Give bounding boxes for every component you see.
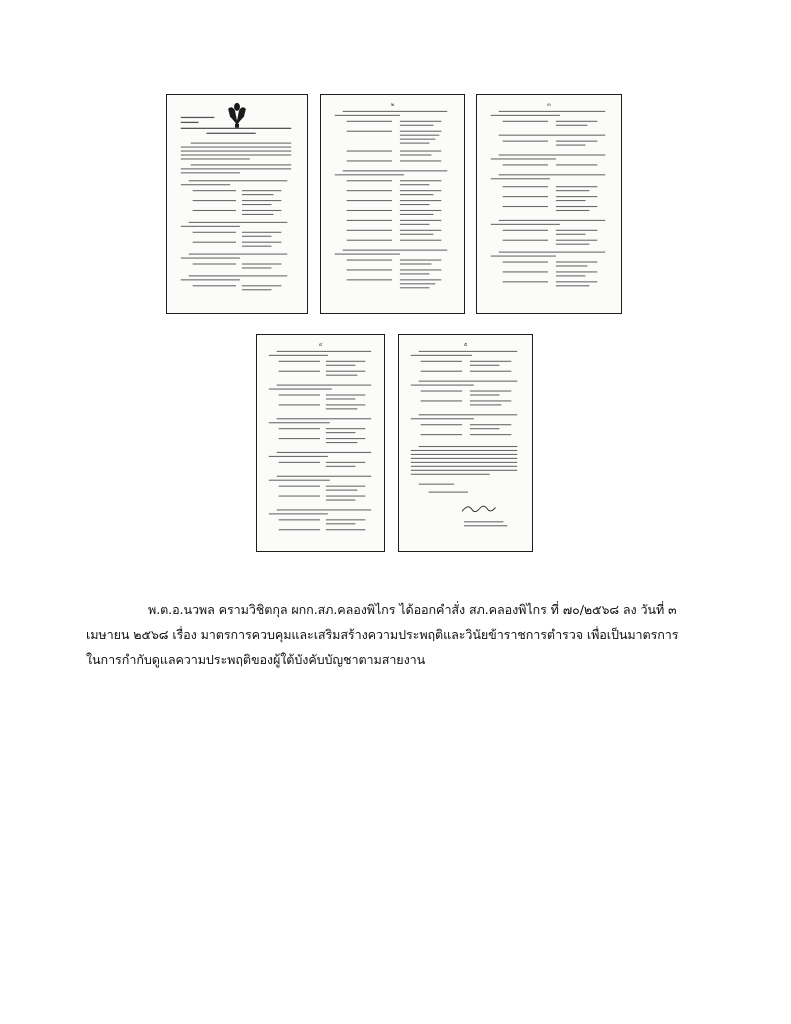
page-number-5: ๕ <box>463 342 468 348</box>
caption-paragraph <box>86 597 726 672</box>
document-page-1 <box>166 94 308 314</box>
document-page-1-content <box>167 95 307 313</box>
document-page-2-content <box>321 95 464 313</box>
page-number-2: ๒ <box>390 102 395 108</box>
signature-icon <box>462 506 495 511</box>
body-lines <box>491 111 605 286</box>
document-page-4-content <box>257 335 384 551</box>
body-lines <box>411 351 517 526</box>
page-number-4: ๔ <box>318 342 323 348</box>
body-lines <box>269 351 371 530</box>
body-lines <box>335 111 447 288</box>
caption-line-1: พ.ต.อ.นวพล ครามวิชิตกุล ผกก.สภ.คลองพิไกร ได้ออกคำสั่ง สภ.คลองพิไกร ที่ ๗๐/๒๕๖๘ ลง วันที่ ๓ <box>148 602 677 617</box>
document-page-5 <box>398 334 533 552</box>
document-page-4 <box>256 334 385 552</box>
caption-line-2: เมษายน ๒๕๖๘ เรื่อง มาตรการควบคุมและเสริมสร้างความประพฤติและวินัยข้าราชการตำรวจ เพื่อเป็นมาตรการ <box>86 627 679 642</box>
document-page-5-content <box>399 335 532 551</box>
body-lines <box>181 143 291 291</box>
document-page-3-content <box>477 95 621 313</box>
garuda-emblem-icon <box>228 103 246 128</box>
caption-line-3: ในการกำกับดูแลความประพฤติของผู้ใต้บังคับบัญชาตามสายงาน <box>86 652 426 667</box>
page-number-3: ๓ <box>547 102 551 108</box>
document-page-3 <box>476 94 622 314</box>
document-page-2 <box>320 94 465 314</box>
